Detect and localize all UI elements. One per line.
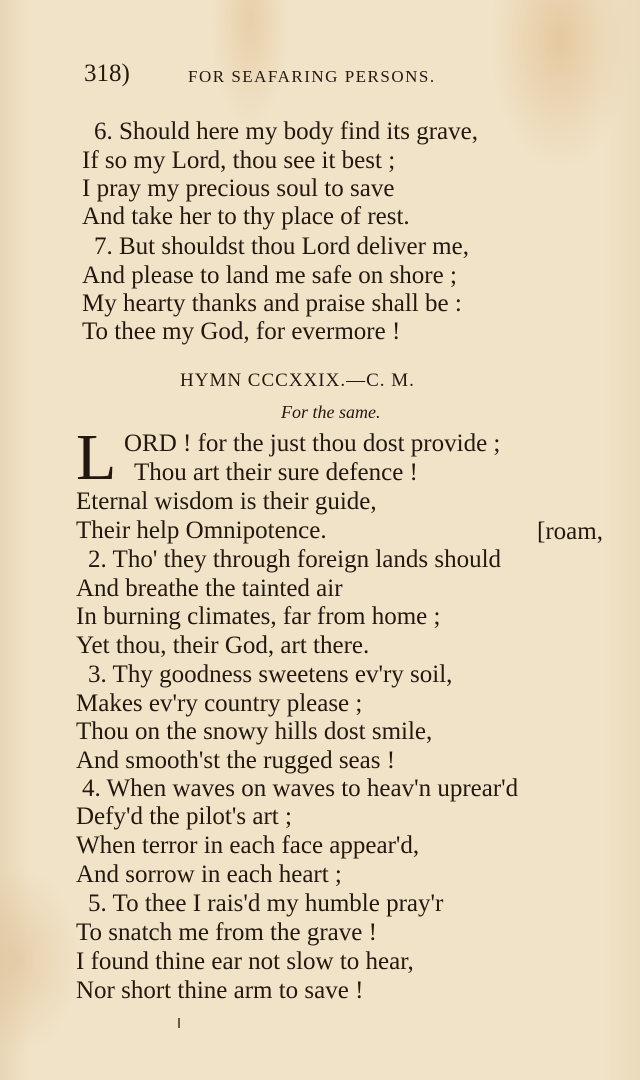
hymn-line: Nor short thine arm to save !: [76, 977, 364, 1004]
hymn-line: 5. To thee I rais'd my humble pray'r: [88, 890, 444, 917]
page-number: 318): [84, 60, 130, 87]
hymn-line: And smooth'st the rugged seas !: [76, 747, 396, 774]
verse-line: 7. But shouldst thou Lord deliver me,: [94, 233, 469, 260]
hymn-line: 3. Thy goodness sweetens ev'ry soil,: [88, 661, 453, 688]
hymn-line: Defy'd the pilot's art ;: [76, 803, 292, 830]
verse-line: If so my Lord, thou see it best ;: [82, 147, 396, 174]
turnover-word: [roam,: [537, 518, 603, 545]
hymn-line: Yet thou, their God, art there.: [76, 632, 370, 659]
ink-speck: [178, 1018, 180, 1028]
hymn-first-line: ORD ! for the just thou dost provide ;: [124, 430, 501, 457]
hymn-line: 4. When waves on waves to heav'n uprear'd: [82, 775, 519, 802]
hymn-line: And sorrow in each heart ;: [76, 861, 342, 888]
hymn-line: And breathe the tainted air: [76, 575, 343, 602]
hymn-line: To snatch me from the grave !: [76, 919, 377, 946]
hymn-line: Their help Omnipotence.: [76, 517, 327, 544]
hymn-line: When terror in each face appear'd,: [76, 832, 420, 859]
verse-line: I pray my precious soul to save: [82, 175, 395, 202]
verse-line: To thee my God, for evermore !: [82, 318, 401, 345]
hymn-line: Thou on the snowy hills dost smile,: [76, 718, 433, 745]
hymn-line: 2. Tho' they through foreign lands should: [88, 546, 502, 573]
drop-cap: L: [76, 421, 117, 494]
page-header: [84, 60, 534, 92]
hymn-line: I found thine ear not slow to hear,: [76, 948, 414, 975]
verse-line: And please to land me safe on shore ;: [82, 262, 457, 289]
verse-line: My hearty thanks and praise shall be :: [82, 290, 462, 317]
verse-line: 6. Should here my body find its grave,: [94, 118, 478, 145]
hymn-line: Makes ev'ry country please ;: [76, 690, 363, 717]
hymn-line: In burning climates, far from home ;: [76, 603, 441, 630]
hymn-subtitle: For the same.: [281, 402, 381, 422]
running-title: FOR SEAFARING PERSONS.: [188, 67, 436, 86]
hymn-line: Thou art their sure defence !: [134, 459, 418, 486]
hymn-title: HYMN CCCXXIX.—C. M.: [180, 370, 415, 391]
verse-line: And take her to thy place of rest.: [82, 203, 410, 230]
hymn-line: Eternal wisdom is their guide,: [76, 488, 377, 515]
